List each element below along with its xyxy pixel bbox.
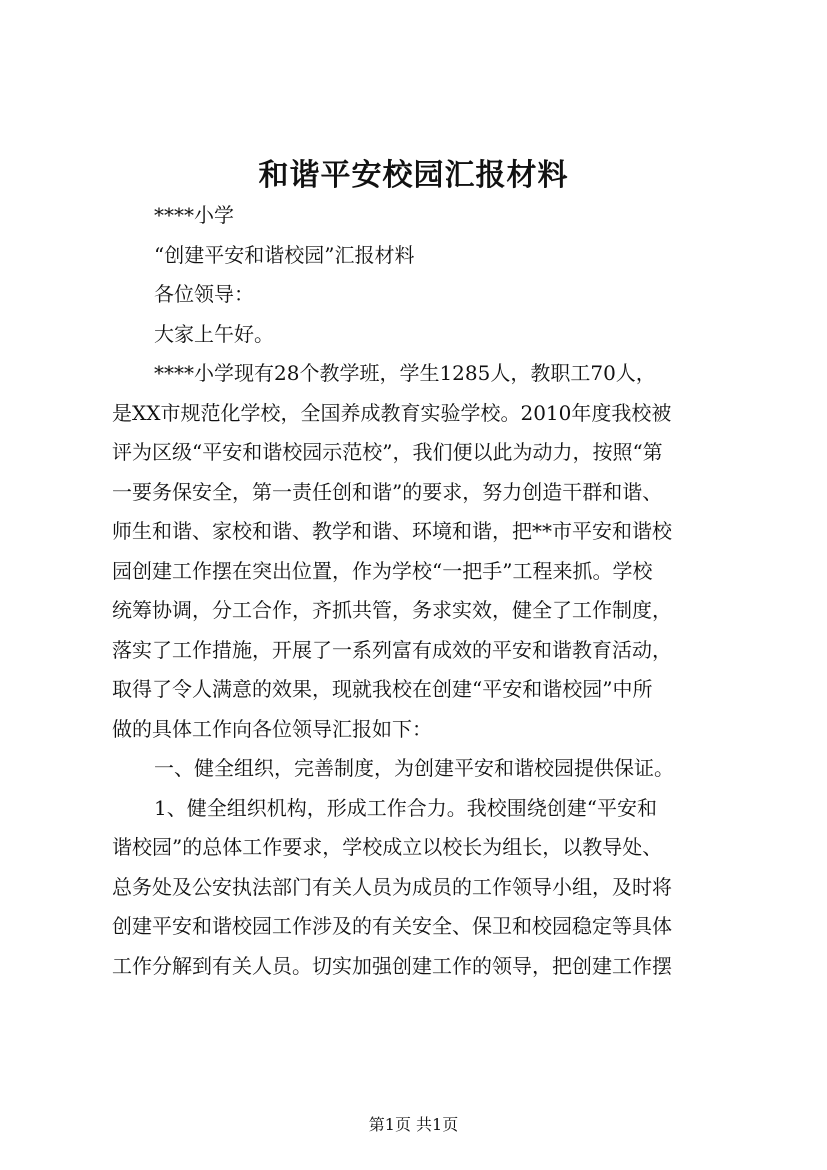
document-body — [112, 196, 742, 986]
report-subtitle: “创建平安和谐校园”汇报材料 — [154, 242, 415, 267]
page-number: 第1页 共1页 — [368, 1115, 459, 1134]
point-line: 谐校园”的总体工作要求，学校成立以校长为组长，以教导处、 — [112, 835, 663, 859]
intro-line: 是XX市规范化学校，全国养成教育实验学校。2010年度我校被 — [112, 400, 672, 425]
intro-line: 评为区级“平安和谐校园示范校”，我们便以此为动力，按照“第 — [112, 440, 663, 464]
intro-line: 落实了工作措施，开展了一系列富有成效的平安和谐教育活动， — [112, 637, 672, 662]
point-line: 工作分解到有关人员。切实加强创建工作的领导，把创建工作摆 — [112, 953, 672, 978]
intro-line: 一要务保安全，第一责任创和谐”的要求，努力创造干群和谐、 — [112, 479, 663, 504]
point-line: 1、健全组织机构，形成工作合力。我校围绕创建“平安和 — [154, 795, 657, 820]
school-name: ****小学 — [154, 203, 234, 227]
salutation: 大家上午好。 — [154, 321, 274, 346]
intro-line: 取得了令人满意的效果，现就我校在创建“平安和谐校园”中所 — [112, 677, 653, 701]
intro-line: 做的具体工作向各位领导汇报如下： — [112, 716, 432, 741]
point-1-paragraph — [112, 789, 742, 987]
intro-line: 园创建工作摆在突出位置，作为学校“一把手”工程来抓。学校 — [112, 558, 653, 583]
point-line: 创建平安和谐校园工作涉及的有关安全、保卫和校园稳定等具体 — [112, 914, 672, 938]
intro-line: 师生和谐、家校和谐、教学和谐、环境和谐，把**市平安和谐校 — [112, 519, 672, 543]
intro-line: ****小学现有28个教学班，学生1285人，教职工70人， — [154, 361, 656, 385]
section-heading: 一、健全组织，完善制度，为创建平安和谐校园提供保证。 — [154, 756, 674, 780]
document-title: 和谐平安校园汇报材料 — [258, 158, 569, 193]
greeting: 各位领导： — [154, 282, 254, 306]
intro-paragraph — [112, 354, 742, 749]
intro-line: 统筹协调，分工合作，齐抓共管，务求实效，健全了工作制度， — [112, 598, 672, 622]
point-line: 总务处及公安执法部门有关人员为成员的工作领导小组，及时将 — [112, 874, 672, 899]
